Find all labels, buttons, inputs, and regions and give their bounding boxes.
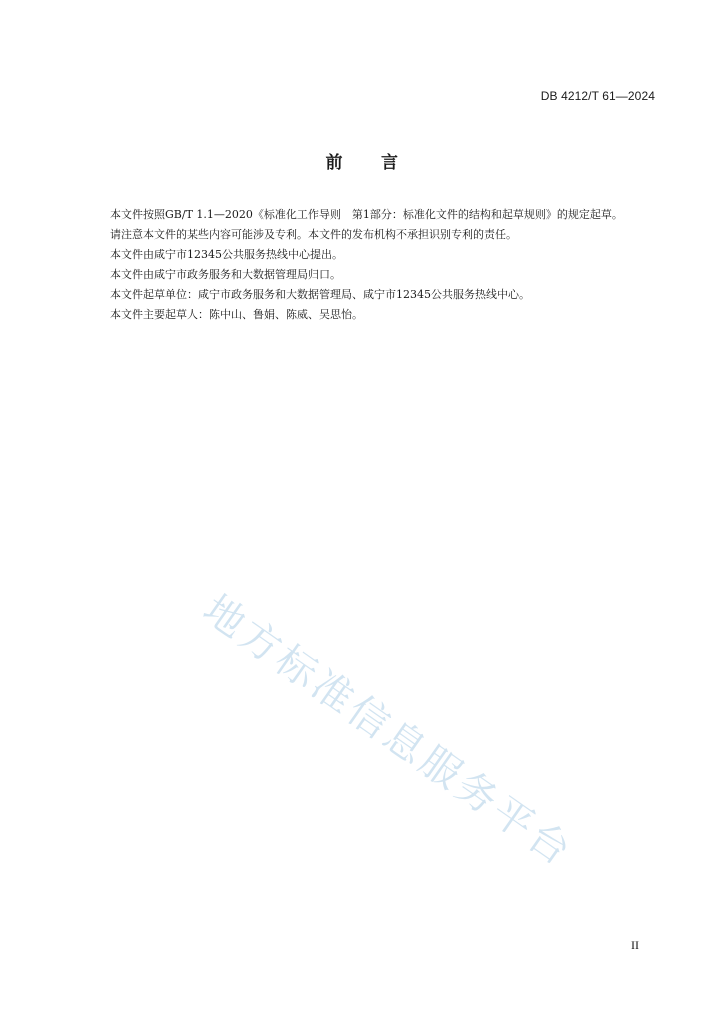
paragraph-standard-basis: 本文件按照GB/T 1.1—2020《标准化工作导则 第1部分：标准化文件的结构和起草规则》的规定起草。 — [110, 208, 623, 221]
watermark: 地方标准信息服务平台 — [194, 586, 582, 877]
page-number: II — [631, 938, 639, 952]
paragraph-administrator: 本文件由咸宁市政务服务和大数据管理局归口。 — [110, 268, 341, 281]
paragraph-proposer: 本文件由咸宁市12345公共服务热线中心提出。 — [110, 248, 343, 261]
page-title — [0, 148, 724, 173]
foreword-body — [86, 205, 654, 325]
paragraph-patent-notice: 请注意本文件的某些内容可能涉及专利。本文件的发布机构不承担识别专利的责任。 — [110, 228, 517, 241]
title-part-2: 言 — [381, 153, 399, 173]
paragraph-drafters: 本文件主要起草人：陈中山、鲁娟、陈威、吴思怡。 — [110, 308, 363, 321]
title-part-1: 前 — [325, 153, 343, 173]
paragraph-drafting-units: 本文件起草单位：咸宁市政务服务和大数据管理局、咸宁市12345公共服务热线中心。 — [110, 288, 530, 301]
document-code: DB 4212/T 61—2024 — [540, 89, 655, 103]
